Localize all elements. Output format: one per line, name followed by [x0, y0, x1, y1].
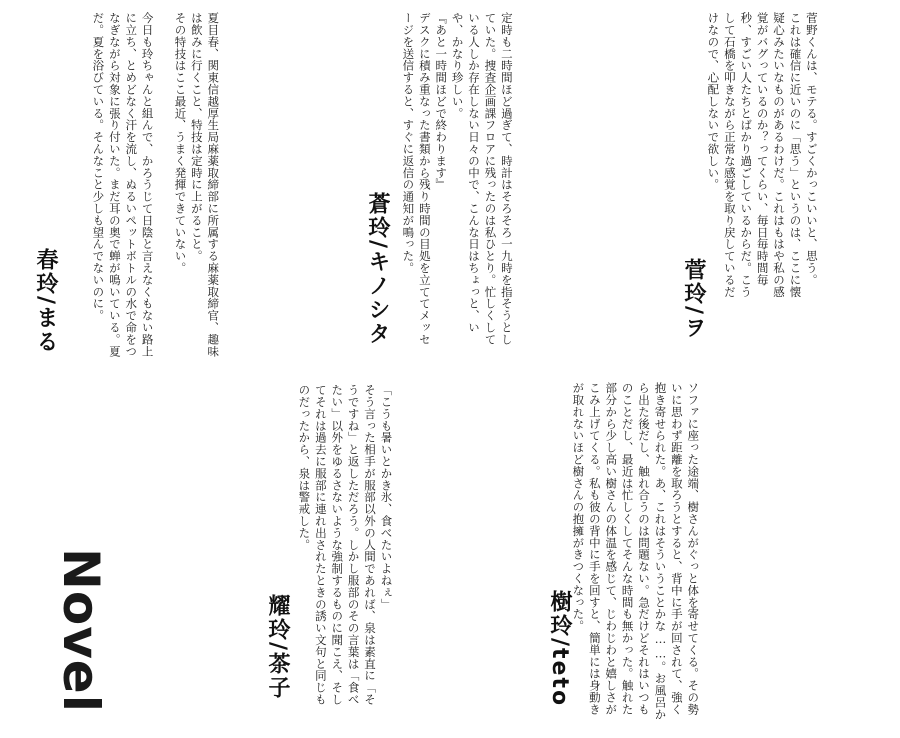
- piece-haru-author: 春玲/まる: [33, 248, 58, 355]
- piece-suga-author: 菅玲/ヲ: [681, 258, 706, 341]
- novel-title: [40, 548, 110, 718]
- piece-itsuki-text: ソファに座った途端、樹さんがぐっと体を寄せてくる。その勢いに思わず距離を取ろうとすると、背中に手が回されて、強く抱き寄せられた。あ、これはそういうことかな……。お風呂から出た後だし、触れ合うのは問題ない。急だけどそれはいつものことだし、最近は忙しくしてそんな時間も無かった。触れた部分から少し高い樹さんの体温を感じて、じわじわと嬉しさがこみ上げてくる。私も彼の背中に手を回すと、簡単には身動きが取れないほど樹さんの抱擁がきつくなった。: [571, 382, 701, 721]
- piece-akira-author: 耀玲/茶子: [265, 594, 290, 701]
- novel-title-text: Novel: [52, 548, 110, 713]
- piece-suga-text: 菅野くんは、モテる。すごくかっこいいと、思う。 これは確信に近いのに「思う」というのは、ここに懐疑心みたいなものがあるわけだ。これはもはや私の感覚がバグっているのか？ってくらい、毎日毎時間毎秒、すごい人たちとばかり過ごしているからだ。こうして石橋を叩きながら正常な感覚を取り戻しているだけなので、心配しないで欲しい。: [706, 12, 819, 298]
- piece-akira-text: 「こうも暑いとかき氷、食べたいよねぇ」 そう言った相手が服部以外の人間であれば、泉は素直に「そうですね」と返しただろう。しかし服部のその言葉は「食べたい」以外をゆるさないような強制するものに聞こえ、そしてそれは過去に服部に連れ出されたときの誘い文句と同じものだったから、泉は警戒した。: [297, 384, 394, 706]
- piece-haru-text: 夏目春、関東信越厚生局麻薬取締部に所属する麻薬取締官、趣味は飲みに行くこと、特技は定時に上がること。 その特技はここ最近、うまく発揮できていない。 今日も玲ちゃんと組んで、かろうじて日陰と言えなくもない路上に立ち、とめどなく汗を流し、ぬるいペットボトルの水で命をつなぎながら対象に張り付いた。まだ耳の奥で蝉が鳴いている。夏だ。夏を浴びている。そんなこと少しも望んでないのに。: [91, 12, 221, 358]
- piece-itsuki-author: 樹玲/teto: [547, 590, 572, 708]
- piece-aoi-text: 定時も二時間ほど過ぎて、時計はそろそろ一九時を指そうとしていた。捜査企画課フロアに残ったのは私ひとり。忙しくしている人しか存在しない日々の中で、こんな日はちょっと、いや、かなり珍しい。 『あと一時間ほどで終わります』 デスクに積み重なった書類から残り時間の目処を立ててメッセージを送信すると、すぐに返信の通知が鳴った。: [401, 12, 514, 346]
- piece-aoi-author: 蒼玲/キノシタ: [365, 192, 390, 347]
